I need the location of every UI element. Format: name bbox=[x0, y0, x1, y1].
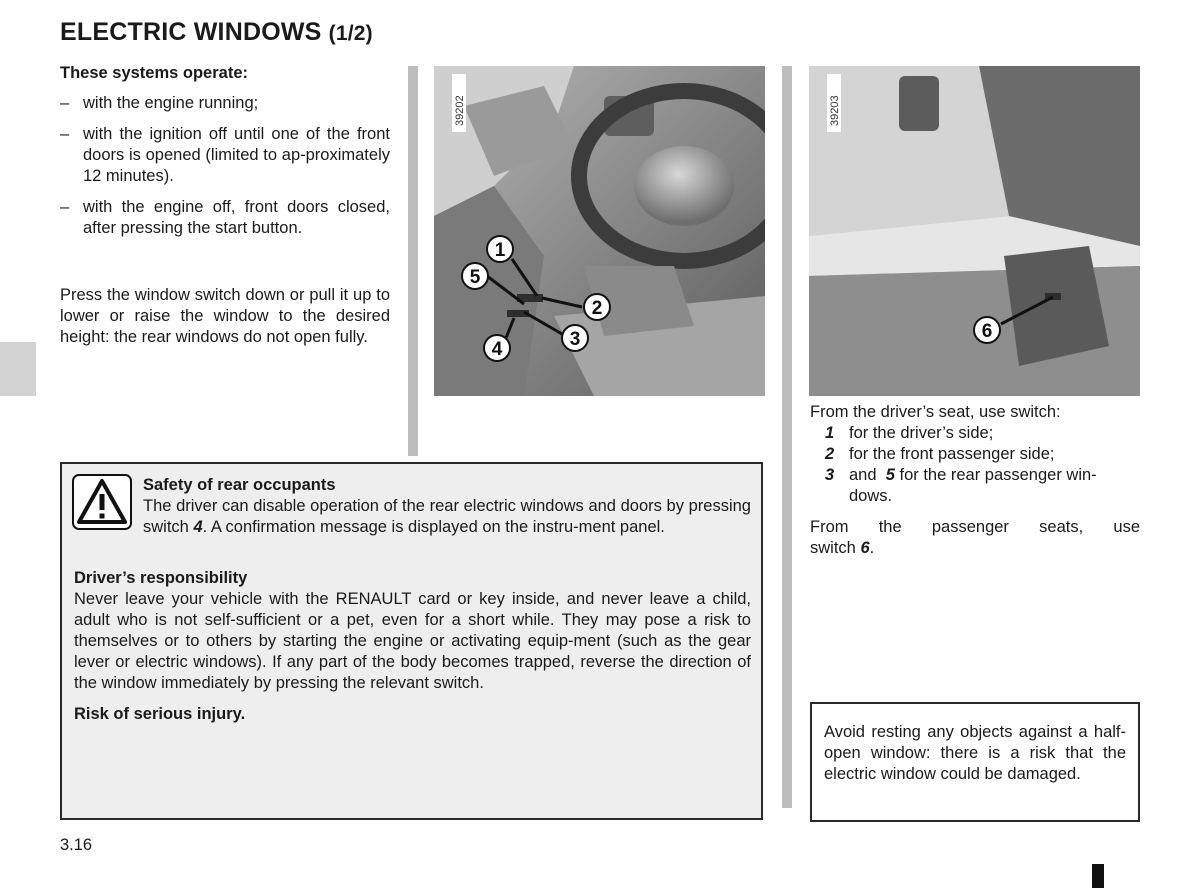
callout-2 bbox=[584, 294, 610, 320]
responsibility-heading: Driver’s responsibility bbox=[74, 569, 248, 587]
switch-description bbox=[810, 402, 1140, 507]
switch-intro: From the driver’s seat, use switch: bbox=[810, 403, 1061, 421]
intro-heading: These systems operate: bbox=[60, 64, 249, 82]
switch-number: 4 bbox=[193, 518, 203, 536]
note-text: Avoid resting any objects against a half-open window: there is a risk that the electric window could be damaged. bbox=[824, 723, 1126, 783]
figure-ref: 39203 bbox=[829, 95, 841, 126]
switch-and: and bbox=[849, 466, 877, 484]
chapter-tab bbox=[0, 342, 36, 396]
safety-text: The driver can disable operation of the rear electric windows and doors by pressing switch 4. A confirmation message is displayed on the instru-ment panel. bbox=[143, 497, 751, 536]
switch-number: 6 bbox=[860, 539, 870, 557]
list-item-text: with the engine off, front doors closed, after pressing the start button. bbox=[83, 198, 390, 237]
callout-6 bbox=[974, 317, 1000, 343]
operation-conditions-list bbox=[60, 93, 390, 249]
callout-3 bbox=[562, 325, 588, 351]
switch-number: 3 bbox=[825, 466, 835, 484]
risk-text: Risk of serious injury. bbox=[74, 705, 246, 723]
passenger-door-illustration bbox=[809, 66, 1140, 396]
passenger-line-post: . bbox=[869, 539, 875, 557]
list-item bbox=[810, 423, 1140, 444]
note-box bbox=[810, 702, 1140, 822]
column-divider bbox=[782, 66, 792, 808]
safety-section bbox=[143, 475, 751, 538]
svg-text:5: 5 bbox=[469, 267, 481, 288]
responsibility-text: Never leave your vehicle with the RENAULT card or key inside, and never leave a child, adult who is not self-sufficient or a pet, even for a short while. They may pose a risk to themselves or to others by starting the engine or activating equip-ment (such as the gear lever or electric windows). If any part of the body becomes trapped, reverse the direction of the window immediately by pressing the relevant switch. bbox=[74, 590, 751, 692]
switch-number: 5 bbox=[885, 466, 895, 484]
figure-ref: 39202 bbox=[454, 95, 466, 126]
list-item bbox=[810, 444, 1140, 465]
driver-door-figure bbox=[434, 66, 765, 396]
callout-5 bbox=[462, 263, 488, 289]
passenger-switch-paragraph bbox=[810, 517, 1140, 559]
svg-text:2: 2 bbox=[591, 298, 603, 319]
bullet-dash: – bbox=[60, 198, 70, 216]
svg-text:4: 4 bbox=[491, 339, 503, 360]
warning-box bbox=[60, 462, 763, 820]
page-title-suffix: (1/2) bbox=[328, 22, 373, 45]
list-item-text: with the ignition off until one of the front doors is opened (limited to ap-proximately 12 minutes). bbox=[83, 125, 390, 185]
passenger-door-figure bbox=[809, 66, 1140, 396]
switch-text: for the rear passenger win- bbox=[899, 466, 1097, 484]
page-number: 3.16 bbox=[60, 836, 93, 854]
warning-triangle-icon bbox=[72, 474, 132, 530]
list-item-text: with the engine running; bbox=[83, 94, 259, 112]
callout-1 bbox=[487, 236, 513, 262]
passenger-line: From the passenger seats, use bbox=[810, 518, 1140, 536]
callout-4 bbox=[484, 335, 510, 361]
svg-text:3: 3 bbox=[569, 329, 581, 350]
bullet-dash: – bbox=[60, 94, 70, 112]
window-operation-paragraph: Press the window switch down or pull it up to lower or raise the window to the desired height: the rear windows do not open fully. bbox=[60, 285, 390, 346]
switch-number: 1 bbox=[825, 424, 835, 442]
svg-text:6: 6 bbox=[981, 321, 993, 342]
switch-text: for the front passenger side; bbox=[849, 445, 1055, 463]
bullet-dash: – bbox=[60, 125, 70, 143]
list-item bbox=[60, 124, 390, 187]
column-divider bbox=[408, 66, 418, 456]
svg-text:1: 1 bbox=[494, 240, 506, 261]
passenger-line-pre: switch bbox=[810, 539, 861, 557]
switch-number: 2 bbox=[825, 445, 835, 463]
list-item bbox=[60, 197, 390, 239]
switch-text: for the driver’s side; bbox=[849, 424, 994, 442]
page-title-text: ELECTRIC WINDOWS bbox=[60, 18, 322, 46]
responsibility-section bbox=[74, 568, 751, 725]
page-title bbox=[60, 18, 373, 47]
safety-heading: Safety of rear occupants bbox=[143, 476, 336, 494]
driver-door-illustration bbox=[434, 66, 765, 396]
list-item bbox=[810, 465, 1140, 507]
list-item bbox=[60, 93, 390, 114]
switch-text-continued: dows. bbox=[849, 487, 893, 505]
page-corner-mark bbox=[1092, 864, 1104, 888]
